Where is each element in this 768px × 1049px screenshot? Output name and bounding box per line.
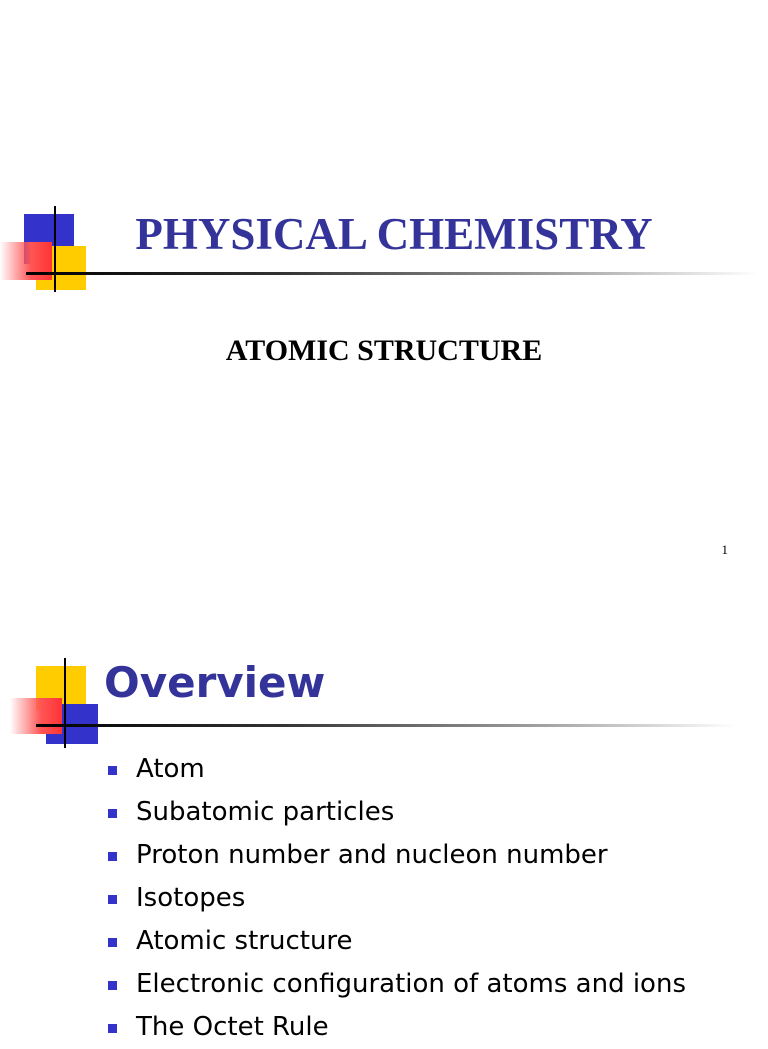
slide-title-text: PHYSICAL CHEMISTRY <box>135 209 653 259</box>
list-item-text: Atomic structure <box>136 926 353 956</box>
square-bullet-icon <box>108 895 117 904</box>
list-item <box>108 791 686 834</box>
page-number: 1 <box>721 542 728 557</box>
list-item <box>108 963 686 1006</box>
list-item-text: The Octet Rule <box>136 1012 329 1042</box>
slide-subtitle-text: ATOMIC STRUCTURE <box>225 334 543 367</box>
list-item-text: Atom <box>136 754 205 784</box>
list-item-text: Proton number and nucleon number <box>136 840 608 870</box>
square-bullet-icon <box>108 981 117 990</box>
list-item-text: Electronic configuration of atoms and ions <box>136 969 686 999</box>
title-underline <box>26 272 758 275</box>
list-item <box>108 877 686 920</box>
list-item <box>108 834 686 877</box>
list-item <box>108 1006 686 1049</box>
list-item <box>108 748 686 791</box>
square-bullet-icon <box>108 766 117 775</box>
square-bullet-icon <box>108 938 117 947</box>
square-bullet-icon <box>108 809 117 818</box>
decoration-red-square <box>10 698 62 734</box>
list-item-text: Subatomic particles <box>136 797 395 827</box>
square-bullet-icon <box>108 852 117 861</box>
square-bullet-icon <box>108 1024 117 1033</box>
decoration-vertical-line <box>64 658 66 748</box>
slide-overview <box>0 600 768 1042</box>
overview-title: Overview <box>104 658 326 707</box>
decoration-vertical-line <box>54 206 56 292</box>
overview-bullet-list <box>108 748 686 1049</box>
list-item <box>108 920 686 963</box>
title-underline <box>36 724 736 727</box>
list-item-text: Isotopes <box>136 883 246 913</box>
